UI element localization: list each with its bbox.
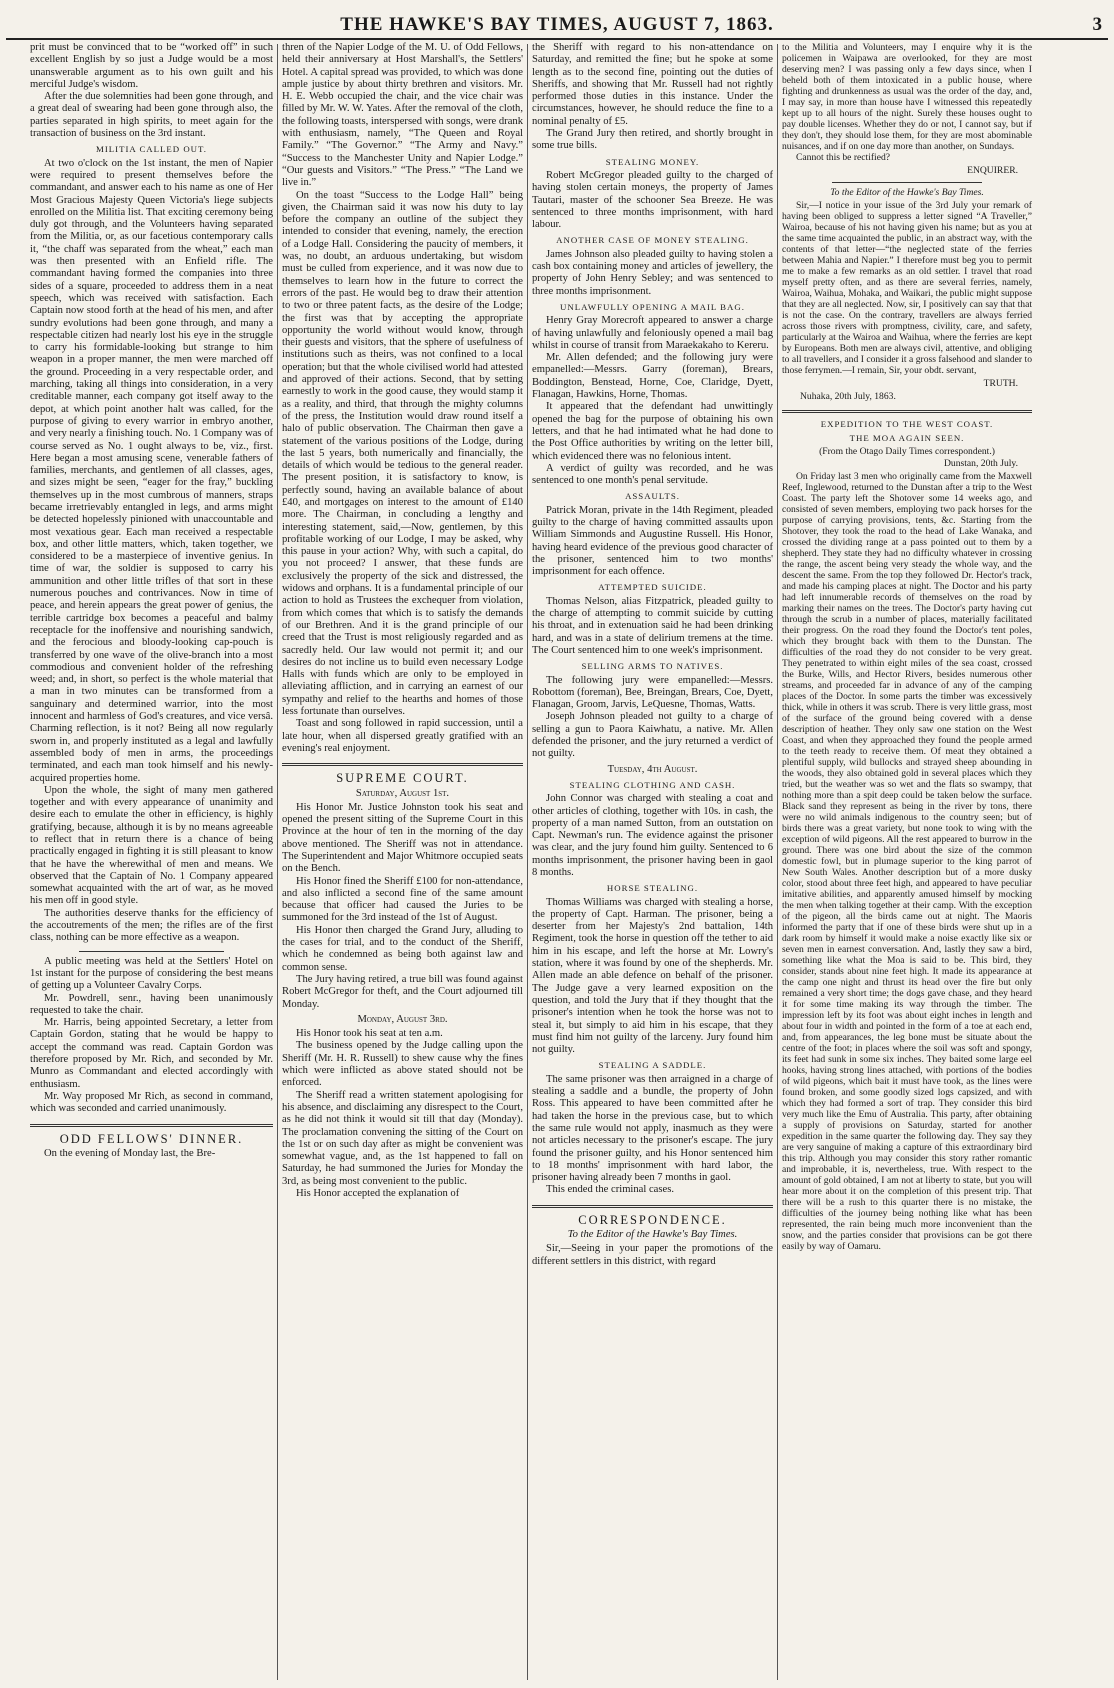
section-heading-correspondence: CORRESPONDENCE. — [578, 1212, 727, 1227]
paragraph: This ended the criminal cases. — [546, 1184, 674, 1196]
paragraph: On Friday last 3 men who originally came from the Maxwell Reef, Inglewood, returned to the Dunstan after a trip to the West Coast. The party left the Shotover some 14 weeks ago, and consisted of seven members, employing two pack horses for the purpose of carrying provisions, tents, &c. Starting from the Shotover, they took the road to the head of Lake Wanaka, and crossed the dividing range at a pass pointed out to them by a shepherd. They state they had no difficulty whatever in crossing the range, the ascent being very steady the whole way, and the descent the same. From the top they followed Dr. Hector's track, and made his camping places at night. The Doctor and his party had left innumerable records of themselves on the road by marking their names on the trees. The Doctor's party having cut through the scrub in a number of places, materially facilitated their progress. On the road they found the Doctor's tent poles, which they brought back with them to the Dunstan. The difficulties of the road they do not consider to be very great. They penetrated to within eight miles of the sea coast, crossed the Burke, Wills, and Hector Rivers, besides numerous other streams, and proceeded far in advance of any of the camping places of the Doctor. In some parts the timber was excessively thick, while in others it was scrub. There is very little grass, most of the surface of the ground being covered with a dense description of heather. They only saw one station on the West Coast, and when they approached they found the people armed to the teeth ready to receive them. Of meat they obtained a plentiful supply, wild bullocks and strayed sheep abounding in the woods, they also obtained gold in several places which they tried, but the weather was so wet and the flats so swampy, that nothing more than a spit deep could be taken below the surface. Black sand they represent as being in the river by tons, there were no wild animals indigenous to the country seen; but of birds there was a great variety, but none took to wing with the exception of wild pigeons. All the rest appeared to burrow in the ground. There was one bird about the size of the common domestic fowl, but in plumage superior to the king parrot of New South Wales. Another description but of a more dusky color, stood about three feet high, and appeared to have peculiar imitative abilities, and apparently amused himself by mocking the men when talking together at their camp. With the exception of the pigeon, all the birds came out at night. The Maoris informed the party that if one of these birds were shut up in a dark room by himself it would make a noise exactly like six or seven men in earnest conversation. And, lastly they saw a bird, something like what the Moa is said to be. This bird, they consider, stands about nine feet high. It made its appearance at the camp one night and thrust its head over the fire but only remained a very short time; the dogs gave chase, and they heard it for some time making its way through the timber. The impression left by its foot was about eight inches in length and about four in width and pointed in the form of a toe at each end, and, from appearances, the leg bone must be situate about the centre of the foot; in places where the soil was soft and spongy, its feet had sunk in some six inches. They baited some large eel hooks, having strong lines attached, with portions of the bodies of wild pigeons, which bait it must have took, as the lines were found broken, and some goodly sized logs capsized, and with which they had formed a sort of trap. They consider this bird very much like the Emu of Australia. This party, after obtaining a supply of provisions on Saturday, started for another expedition in the same quarter the following day. They say they are very sanguine of making a capture of this extraordinary bird this trip. Although you may consider this story rather romantic and improbable, it is, nevertheless, true. With respect to the amount of gold obtained, I am not at liberty to state, but you will hear more about it on the completion of this present trip. That there will be a rush to this quarter there is no mistake, the difficulties of the journey being nothing like what has been represented, the rain being much more inconvenient than the snow, and the parties consider that provisions can be got there easily by way of Oamaru. — [782, 471, 1032, 1252]
column-4 — [782, 42, 1032, 1682]
paragraph: The Grand Jury then retired, and shortly brought in some true bills. — [532, 128, 773, 152]
column-2 — [282, 42, 523, 1682]
paragraph: The following jury were empanelled:—Messrs. Robottom (foreman), Bee, Breingan, Brears, Coe, Dyett, Flanagan, Groom, Jarvis, LeQuesne, Thomas, Watts. — [532, 674, 773, 711]
section-heading-expedition: EXPEDITION TO THE WEST COAST. — [820, 419, 994, 429]
paragraph: The Sheriff read a written statement apologising for his absence, and disclaiming any disrespect to the Court, as he did not think it would sit till that day (Monday). The proclamation convening the sitting of the Court on the 1st or on such day after as might be convenient was somewhat vague, and, as the 1st happened to fall on Saturday, he had summoned the Juries for Monday the 3rd, as being most convenient to the public. — [282, 1089, 523, 1187]
letter-address: To the Editor of the Hawke's Bay Times. — [567, 1229, 738, 1241]
masthead-rule — [6, 38, 1108, 40]
paragraph: After the due solemnities had been gone through, and a great deal of swearing had been gone through also, the parties separated in high spirits, to meet again for the transaction of business on the 3rd instant. — [30, 91, 273, 140]
case-heading: ATTEMPTED SUICIDE. — [598, 582, 707, 593]
column-3 — [532, 42, 773, 1682]
paragraph: John Connor was charged with stealing a coat and other articles of clothing, together with 10s. in cash, the property of a man named Sutton, from an outstation on Capt. Newman's run. The evidence against the prisoner was clear, and the jury found him guilty. Sentenced to 6 months imprisonment, the prisoner having been in gaol 8 months. — [532, 793, 773, 878]
paragraph: His Honor took his seat at ten a.m. — [296, 1028, 443, 1040]
paragraph: The authorities deserve thanks for the efficiency of the accoutrements of the men; the rifles are of the first class, nothing can be more effective as a weapon. — [30, 907, 273, 944]
case-heading: ANOTHER CASE OF MONEY STEALING. — [556, 235, 749, 246]
column-divider — [777, 44, 778, 1680]
section-divider — [782, 410, 1032, 413]
paragraph: On the toast “Success to the Lodge Hall” being given, the Chairman said it was now his duty to lay before the company an outline of the subject they intended to consider that evening, namely, the erection of a Lodge Hall. Considering the paucity of members, it was, no doubt, an arduous undertaking, but wisdom must be culled from experience, and it was now due to themselves to learn how in the future to correct the errors of the past. He would beg to draw their attention to two or three patent facts, as the desire of the Lodge; the first was that by accepting the appropriate opportunity the world without would know, through their guests and visitors, that the sphere of usefulness of institutions such as theirs, was not confined to a local operation; but that the whole civilised world had attested and approved of their actions. Second, that by setting earnestly to work in the good cause, they would stamp it as a reality, and third, that through the mighty columns of the press, the Institution would draw round itself a halo of public observation. The Chairman then gave a statement of the various positions of the Lodge, during the last 5 years, both numerically and financially, the details of which would be tedious to the general reader. The present position, it is satisfactory to know, is perfectly sound, having an available balance of about £40, and mortgages on interest to the amount of £140 more. The Chairman, in concluding a lengthy and interesting statement, said,—Now, gentlemen, by this profitable working of our Lodge, I may be asked, why this pause in your action? Why, with such a capital, do you not proceed? I answer, that these funds are exclusively the property of the sick and distressed, the widows and orphans. It is a fundamental principle of our action to hold as Trustees the exchequer from violation, from which comes that which is to satisfy the demands of our Brethren. And it is the grand principle of our creed that the Trust is most religiously regarded and as sacredly held. Our law would not permit it; and our desires do not incline us to build even necessary Lodge Halls with funds which are only to be employed in alleviating affliction, and in carrying an earnest of our sympathy and relief to the hearths and homes of those less fortunate than ourselves. — [282, 189, 523, 718]
paragraph: The Jury having retired, a true bill was found against Robert McGregor for theft, and the Court adjourned till Monday. — [282, 973, 523, 1010]
paragraph: The business opened by the Judge calling upon the Sheriff (Mr. H. R. Russell) to shew cause why the fines which were inflicted as above stated should not be enforced. — [282, 1040, 523, 1089]
paragraph: the Sheriff with regard to his non-attendance on Saturday, and remitted the fine; but he spoke at some length as to the second fine, pointing out the duties of Sheriffs, and showing that Mr. Russell had not rightly performed those duties in this instance. Under the circumstances, however, he should reduce the fine to a nominal penalty of £5. — [532, 42, 773, 127]
page-number: 3 — [1092, 14, 1102, 35]
paragraph: to the Militia and Volunteers, may I enquire why it is the policemen in Waipawa are overlooked, for they are most deserving men? I was passing only a few days since, when I beheld both of them intoxicated in a public house, where fighting and drunkenness as usual was the order of the day, and, I may say, in more than house have I witnessed this repeatedly kept up to all hours of the night. Surely these houses ought to pay double licenses. Whether they do or not, I cannot say, but if they don't, they should lose them, for they are most abominable nuisances, and if on one day more than another, on Sundays. — [782, 42, 1032, 152]
paragraph: Sir,—Seeing in your paper the promotions of the different settlers in this district, with regard — [532, 1243, 773, 1267]
case-heading: SELLING ARMS TO NATIVES. — [581, 661, 724, 672]
paragraph: His Honor Mr. Justice Johnston took his seat and opened the present sitting of the Supreme Court in this Province at the hour of ten in the morning of the day above mentioned. The Sheriff was not in attendance. The Superintendent and Major Whitmore occupied seats on the Bench. — [282, 801, 523, 875]
paragraph: Cannot this be rectified? — [796, 152, 891, 163]
paragraph: Henry Gray Morecroft appeared to answer a charge of having unlawfully and feloniously opened a mail bag whilst in course of transit from Maraekakaho to Kereru. — [532, 315, 773, 351]
paragraph: thren of the Napier Lodge of the M. U. of Odd Fellows, held their anniversary at Host Marshall's, the Settlers' Hotel. A capital spread was provided, to which was done ample justice by about thirty brethren and visitors. Mr. H. E. Webb occupied the chair, and the vice chair was filled by Mr. W. W. Yates. After the removal of the cloth, the following toasts, interspersed with songs, were drank with enthusiasm, namely, “The Queen and Royal Family.” “The Governor.” “The Army and Navy.” “Success to the Manchester Unity and Napier Lodge.” “Our guests and Visitors.” “The Press.” “The Land we live in.” — [282, 42, 523, 189]
paragraph: Patrick Moran, private in the 14th Regiment, pleaded guilty to the charge of having committed assaults upon William Simmonds and Augustine Russell. His Honor, having heard evidence of the previous good character of the prisoner, sentenced him to two months' imprisonment for each offence. — [532, 504, 773, 578]
paragraph: Upon the whole, the sight of many men gathered together and with every appearance of unanimity and desire each to emulate the other in efficiency, is highly gratifying, because, although it is by no means agreeable to reflect that in return there is a chance of being practically engaged in fighting it is still pleasant to know that he have the wherewithal of men and means. We observed that the Captain of No. 1 Company appeared somewhat acquainted with the art of war, as he moved his men off in good style. — [30, 784, 273, 907]
case-heading: HORSE STEALING. — [606, 883, 699, 894]
paragraph: It appeared that the defendant had unwittingly opened the bag for the purpose of obtaining his own letters, and that he had intimated what he had done to the Post Office authorities by writing on the letter bill, which evidenced there was no felonious intent. — [532, 401, 773, 462]
section-heading-oddfellows: ODD FELLOWS' DINNER. — [59, 1131, 244, 1146]
case-heading: ASSAULTS. — [625, 491, 680, 502]
paragraph: Mr. Way proposed Mr Rich, as second in command, which was seconded and carried unanimously. — [30, 1090, 273, 1115]
column-divider — [527, 44, 528, 1680]
paragraph: James Johnson also pleaded guilty to having stolen a cash box containing money and articles of jewellery, the property of John Henry Sebley; and was sentenced to three months imprisonment. — [532, 248, 773, 297]
paragraph: Robert McGregor pleaded guilty to the charged of having stolen certain moneys, the property of James Tautari, master of the schooner Sea Breeze. He was sentenced to three months imprisonment, with hard labour. — [532, 169, 773, 231]
section-divider — [282, 763, 523, 766]
section-divider — [30, 1124, 273, 1127]
paragraph: On the evening of Monday last, the Bre- — [44, 1147, 216, 1159]
paragraph: Toast and song followed in rapid succession, until a late hour, when all dispersed greatly gratified with an evening's real enjoyment. — [282, 718, 523, 754]
paragraph: Thomas Williams was charged with stealing a horse, the property of Capt. Harman. The prisoner, being a deserter from her Majesty's 2nd battalion, 14th Regiment, took the horse in question off the tether to aid him in his escape, and left the horse at Mr. Lowry's station, where it was found by one of the shepherds. Mr. Allen made an able defence on behalf of the prisoner. The Judge gave a very learned exposition on the question, and told the Jury that if they thought that the prisoner's intention when he took the horse was not to steal it, but simply to aid him in his escape, that they must find him not guilty of the larceny. Jury found him not guilty. — [532, 896, 773, 1056]
letter-place-date: Nuhaka, 20th July, 1863. — [800, 391, 896, 402]
court-date: Saturday, August 1st. — [355, 787, 450, 799]
paragraph: The same prisoner was then arraigned in a charge of stealing a saddle and a bundle, the property of John Ross. This appeared to have been committed after he had taken the horse in the previous case, but to which the same rule would not apply, inasmuch as they were not articles necessary to the prisoner's escape. The jury found the prisoner guilty, and his Honor sentenced him to 18 months' imprisonment with hard labor, the prisoner having already been 7 months in gaol. — [532, 1073, 773, 1184]
divider — [79, 951, 225, 952]
divider — [832, 182, 982, 183]
letter-address: To the Editor of the Hawke's Bay Times. — [830, 187, 984, 198]
paragraph: Mr. Harris, being appointed Secretary, a letter from Captain Gordon, stating that he would be happy to accept the command was read. Captain Gordon was therefore proposed by Mr. Rich, and seconded by Mr. Munro as Commandant and elected accordingly with enthusiasm. — [30, 1017, 273, 1090]
column-1 — [30, 42, 273, 1682]
source-note: (From the Otago Daily Times correspondent.) — [819, 446, 995, 457]
masthead — [0, 0, 1114, 42]
court-date: Monday, August 3rd. — [357, 1013, 448, 1025]
case-heading: UNLAWFULLY OPENING A MAIL BAG. — [560, 301, 745, 312]
paragraph: Thomas Nelson, alias Fitzpatrick, pleaded guilty to the charge of attempting to commit suicide by cutting his throat, and in extenuation said he had been drinking hard, and was in a state of delirium tremens at the time. The Court sentenced him to one week's imprisonment. — [532, 595, 773, 656]
paragraph: Sir,—I notice in your issue of the 3rd July your remark of having been obliged to suppress a letter signed “A Traveller,” Wairoa, because of his not having given his name; but as you at the same time acquainted the public, in an abstract way, with the contents of that letter—“the neglected state of the ferries between Mahia and Napier.” I therefore must beg you to permit me to make a few remarks as an old settler. I travel that road myself pretty often, and as there are several ferries, namely, Wairoa, Waihua, Mohaka, and Waikari, the public might suppose that they are all neglected. Now, sir, I positively can say that that is not the case. On the contrary, travellers are always ferried across those rivers with promptness, civility, care, and safety, particularly at the Wairoa and Waihua, where the ferries are kept by Europeans. Both men are always civil, attentive, and obliging to all travellers, and I consider it a gross falsehood and slander to those ferrymen.—I remain, Sir, your obdt. servant, — [782, 200, 1032, 376]
paragraph: A verdict of guilty was recorded, and he was sentenced to one month's penal servitude. — [532, 462, 773, 487]
column-divider — [277, 44, 278, 1680]
section-heading-militia: MILITIA CALLED OUT. — [96, 144, 207, 155]
paragraph: At two o'clock on the 1st instant, the men of Napier were required to present themselves before the commandant, and answer each to his name as one of Her Most Gracious Majesty Queen Victoria's liege subjects enrolled on the Militia list. That exciting ceremony being duly got through, and the Volunteers having separated from the Militia, or, as our facetious contemporary calls it, “the chaff was separated from the wheat,” each man was then presented with an Enfield rifle. The commandant having formed the companies into three sides of a square, proceeded to address them in a neat speech, which was received with satisfaction. Each Captain now stood forth at the head of his men, and after sundry evolutions had been gone through, and many a respectable citizen had nearly lost his eye in the struggle to carry his formidable-looking but strange to him weapon in a proper manner, the men were marched off the ground. Proceeding in a very respectable order, and marching, taking all things into consideration, in a very creditable manner, each company got itself away to the depot, at which point another halt was called, for the purpose of giving to every warrior in embryo another, and very nearly a finishing touch. No. 1 Company was of course served as No. 1 ought always to be, viz., first. Here began a most amusing scene, venerable fathers of families, merchants, and gentlemen of all classes, ages, and sizes might be seen, “eager for the fray,” buckling themselves up in the most cumbrous of manners, straps became irretrievably entangled in legs, and arms might be detected hopelessly pinioned with unaccountable and most vexatious gear. Each man received a respectable box, and other little matters, which, taken together, we considered to be a masterpiece of inventive genius. In time of war, the soldier is supposed to carry his ammunition and other little trifles of that sort in these numerous pouches and contrivances. Now in time of peace, and herein appears the great power of genius, the terrible cartridge box becomes a peaceful and balmy receptacle for the inoffensive and nourishing sandwich, and the ferocious and bloody-looking cap-pouch is transferred by one wave of the olive-branch into a most commodious and convenient holder of the refreshing weed; and, in short, so perfect is the whole material that a man in two minutes can be transformed from a sanguinary and determined warrior, into the most innocent and harmless of God's creatures, and vice versâ. Charming reflection, is it not? Being all now regularly sworn in, and properly instituted as a legal and lawfully assembled body of men in arms, the proceedings terminated, and each man took himself and his newly-acquired properties home. — [30, 157, 273, 784]
case-heading: STEALING A SADDLE. — [598, 1060, 707, 1071]
paragraph: His Honor then charged the Grand Jury, alluding to the cases for trial, and to the conduct of the Sheriff, which he condemned as being both against law and common sense. — [282, 924, 523, 973]
section-heading-supreme-court: SUPREME COURT. — [336, 771, 469, 786]
section-divider — [532, 1205, 773, 1208]
paragraph: His Honor accepted the explanation of — [296, 1188, 460, 1200]
paragraph: His Honor fined the Sheriff £100 for non-attendance, and also inflicted a second fine of the same amount because that officer had caused the Juries to be summoned for the 3rd instead of the 1st of August. — [282, 875, 523, 924]
case-heading: STEALING MONEY. — [605, 156, 700, 167]
case-heading: STEALING CLOTHING AND CASH. — [569, 779, 736, 790]
section-subheading-moa: THE MOA AGAIN SEEN. — [849, 433, 965, 443]
paragraph: Mr. Powdrell, senr., having been unanimously requested to take the chair. — [30, 992, 273, 1016]
letter-signature: TRUTH. — [983, 378, 1018, 389]
paragraph: Joseph Johnson pleaded not guilty to a charge of selling a gun to Paora Kaiwhatu, a native. Mr. Allen defended the prisoner, and the jury returned a verdict of not guilty. — [532, 711, 773, 760]
paragraph: A public meeting was held at the Settlers' Hotel on 1st instant for the purpose of considering the best means of getting up a Volunteer Cavalry Corps. — [30, 955, 273, 992]
newspaper-title: THE HAWKE'S BAY TIMES, AUGUST 7, 1863. — [340, 14, 774, 35]
dateline: Dunstan, 20th July. — [944, 458, 1018, 469]
paragraph: Mr. Allen defended; and the following jury were empanelled:—Messrs. Garry (foreman), Brears, Boddington, Benstead, Horne, Coe, Claridge, Dyett, Flanagan, Hawkins, Horne, Thomas. — [532, 352, 773, 401]
court-date: Tuesday, 4th August. — [607, 763, 698, 775]
paragraph: prit must be convinced that to be “worked off” in such excellent English by so just a Judge would be a most unanswerable argument as to his own guilt and his merciful Judge's wisdom. — [30, 42, 273, 90]
letter-signature: ENQUIRER. — [967, 165, 1018, 176]
